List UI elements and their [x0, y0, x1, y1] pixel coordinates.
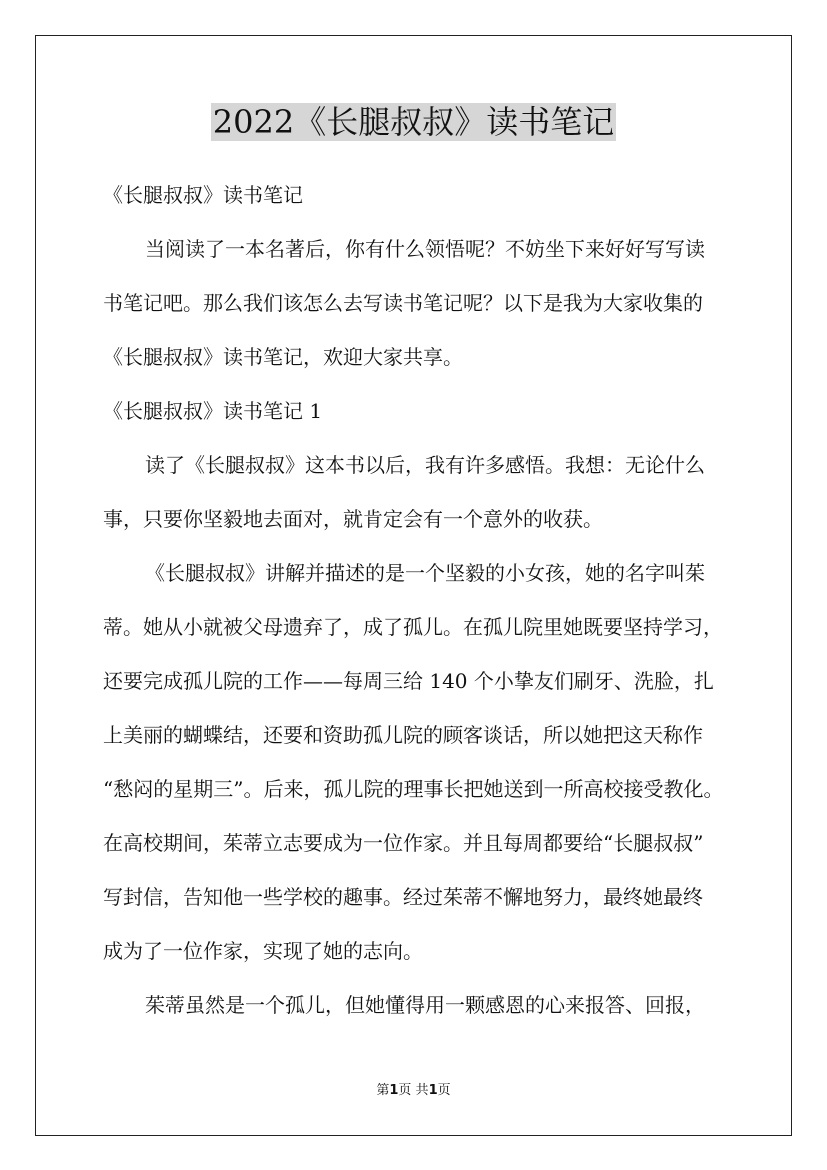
- text-line: 事，只要你坚毅地去面对，就肯定会有一个意外的收获。: [103, 507, 603, 531]
- title-container: [0, 103, 827, 141]
- footer-page-mid: 页 共: [398, 1083, 429, 1098]
- text-line: 书笔记吧。那么我们该怎么去写读书笔记呢？以下是我为大家收集的: [103, 291, 703, 315]
- footer-page-total: 1: [428, 1083, 438, 1098]
- text-line: 当阅读了一本名著后，你有什么领悟呢？不妨坐下来好好写写读: [145, 237, 705, 261]
- text-line: 成为了一位作家，实现了她的志向。: [103, 939, 423, 963]
- text-line: 蒂。她从小就被父母遗弃了，成了孤儿。在孤儿院里她既要坚持学习，: [103, 615, 723, 639]
- text-line: 上美丽的蝴蝶结，还要和资助孤儿院的顾客谈话，所以她把这天称作: [103, 723, 703, 747]
- text-line: 读了《长腿叔叔》这本书以后，我有许多感悟。我想：无论什么: [145, 453, 705, 477]
- text-line: “愁闷的星期三”。后来，孤儿院的理事长把她送到一所高校接受教化。: [103, 777, 724, 801]
- text-line-subtitle: 《长腿叔叔》读书笔记: [103, 183, 303, 207]
- text-line: 《长腿叔叔》讲解并描述的是一个坚毅的小女孩，她的名字叫茱: [145, 561, 705, 585]
- page-title: 2022《长腿叔叔》读书笔记: [212, 103, 615, 141]
- text-line: 在高校期间，茱蒂立志要成为一位作家。并且每周都要给“长腿叔叔”: [103, 831, 704, 855]
- footer-page-number: 1: [389, 1083, 399, 1098]
- footer-page-suffix: 页: [437, 1083, 451, 1098]
- text-line: 茱蒂虽然是一个孤儿，但她懂得用一颗感恩的心来报答、回报，: [145, 993, 705, 1017]
- text-line: 写封信，告知他一些学校的趣事。经过茱蒂不懈地努力，最终她最终: [103, 885, 703, 909]
- page-footer: [0, 1083, 827, 1099]
- footer-page-prefix: 第: [376, 1083, 390, 1098]
- text-line-heading: 《长腿叔叔》读书笔记 1: [103, 399, 323, 423]
- text-line: 还要完成孤儿院的工作——每周三给 140 个小挚友们刷牙、洗脸，扎: [103, 669, 714, 693]
- text-line: 《长腿叔叔》读书笔记，欢迎大家共享。: [103, 345, 463, 369]
